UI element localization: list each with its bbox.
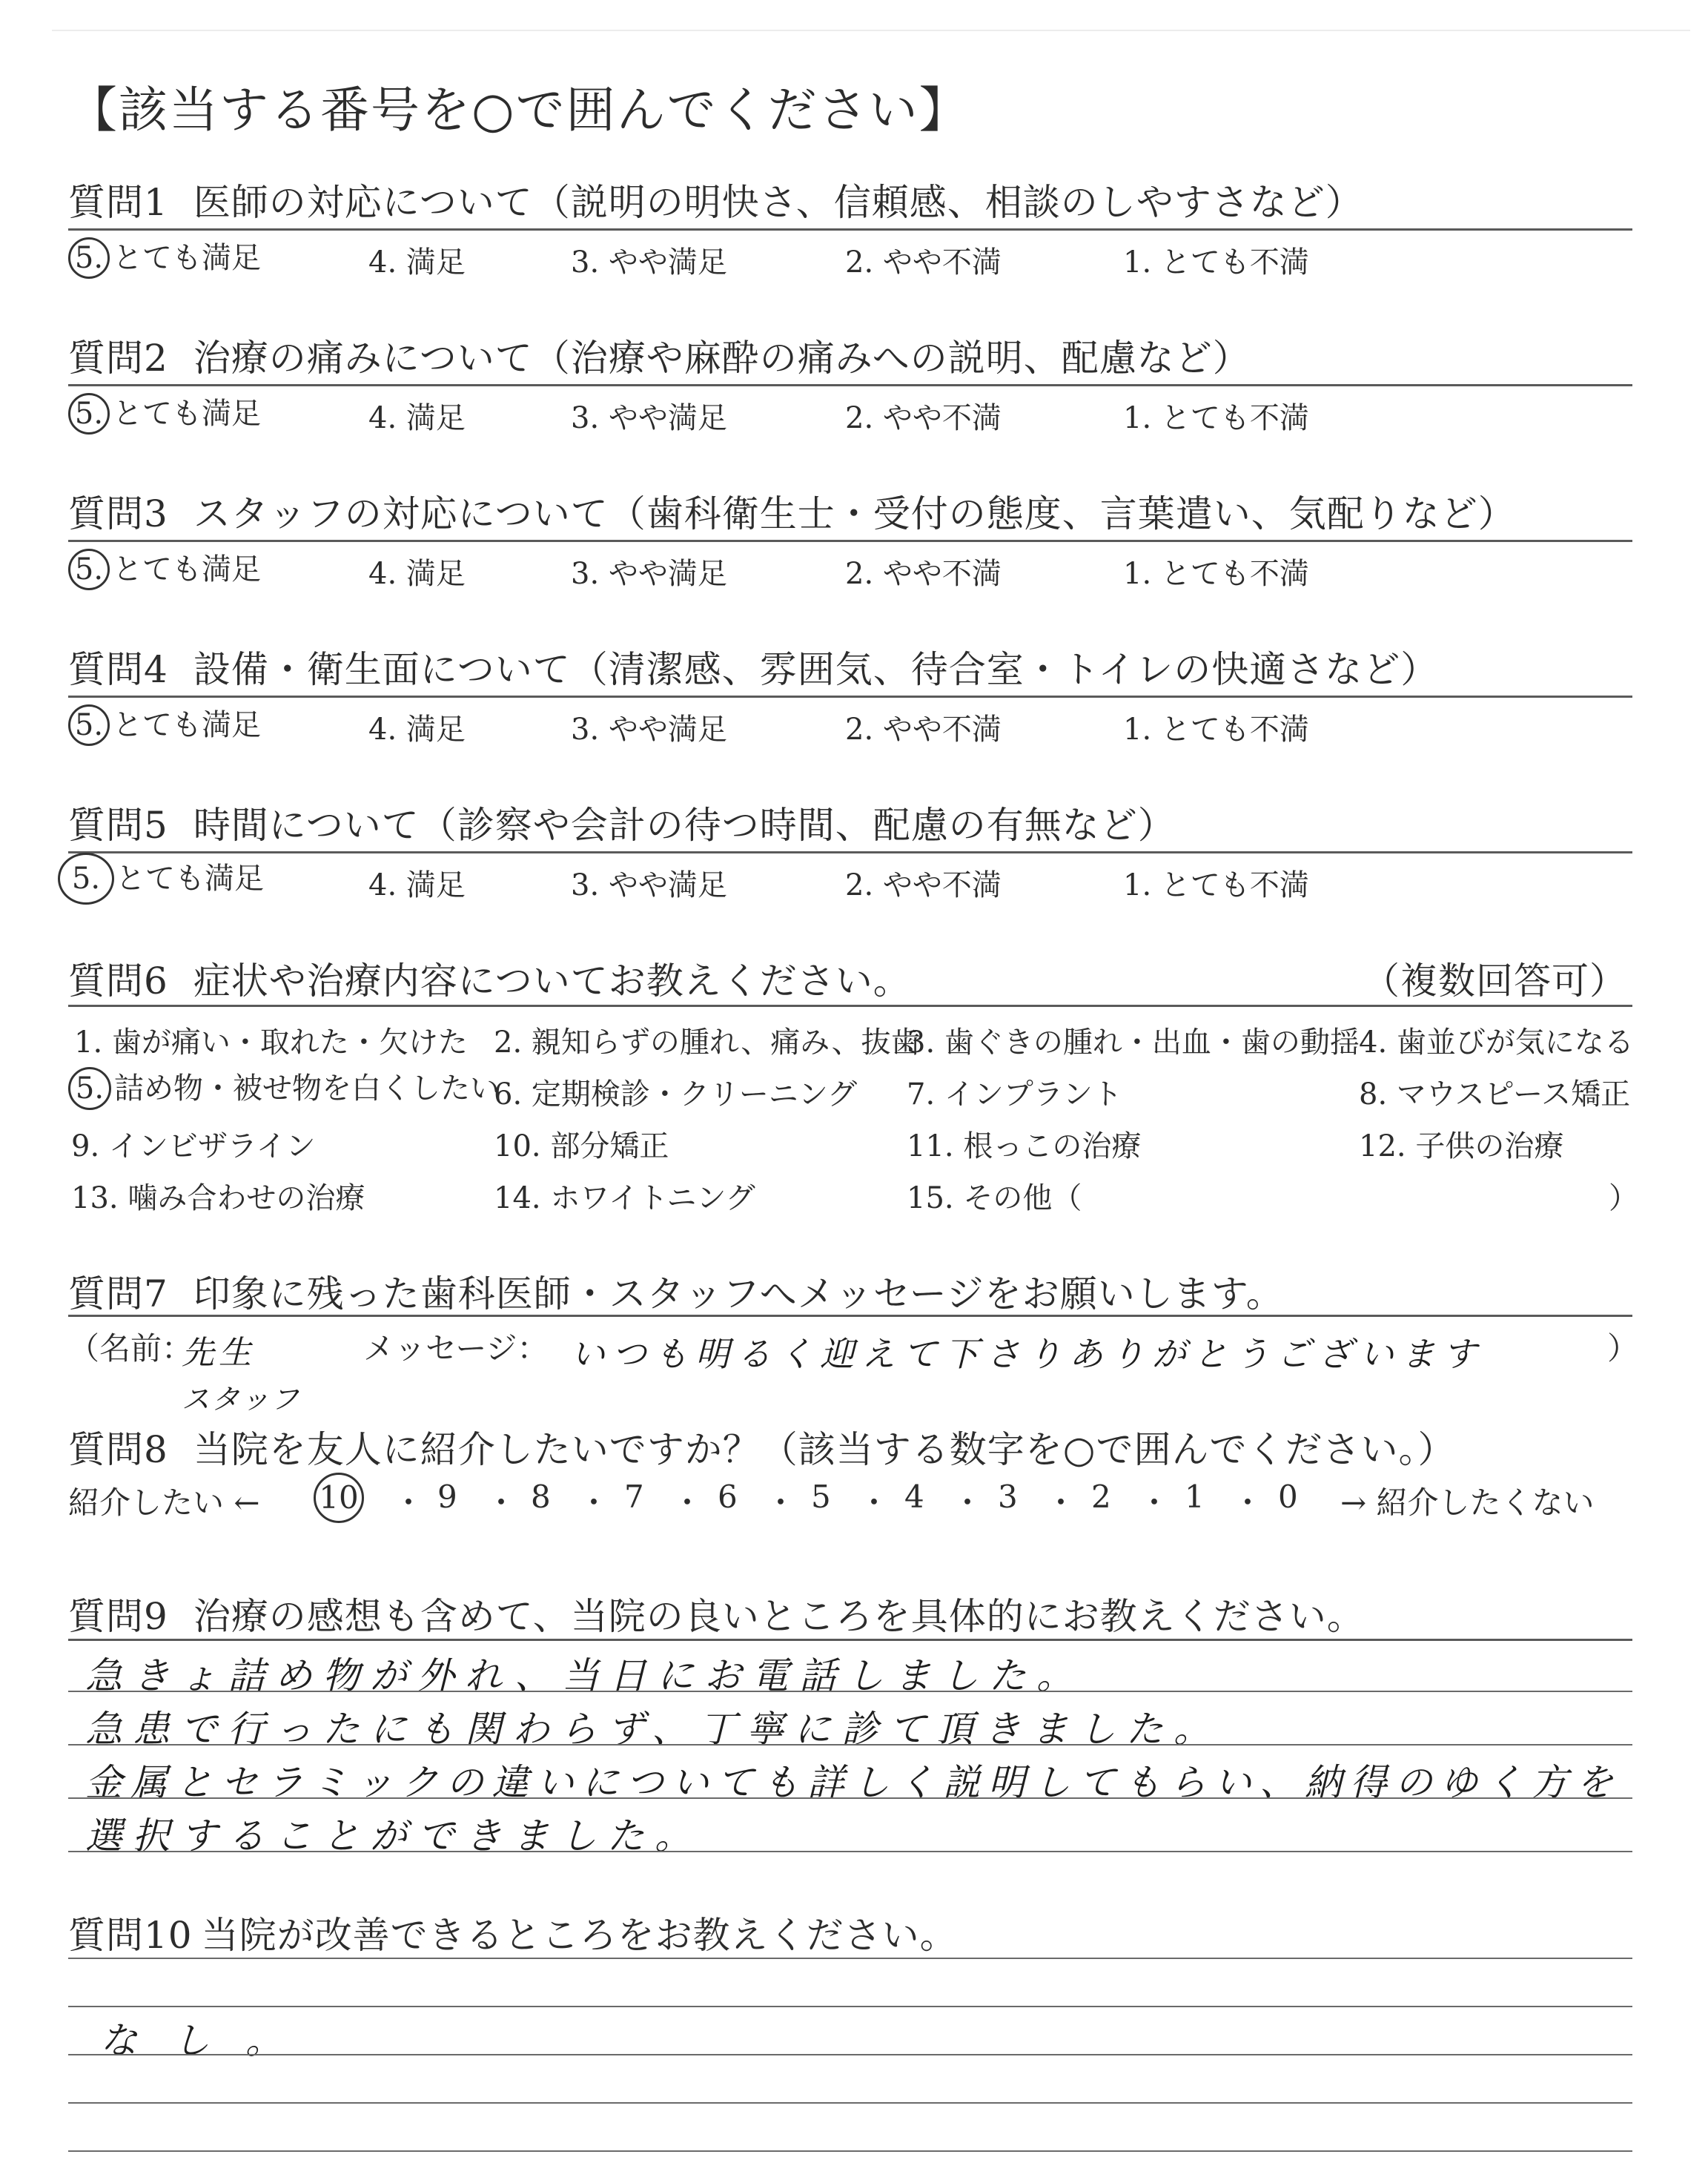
q8-scale-dot: ・ [672, 1484, 704, 1521]
q7-message-text: いつも明るく迎えて下さりありがとうございます [571, 1334, 1484, 1374]
q7-message-close: ） [1607, 1330, 1639, 1367]
q4-option-1[interactable]: 1. とても不満 [1123, 713, 1309, 747]
q8-scale-dot: ・ [486, 1484, 517, 1521]
q8-scale-8[interactable]: 8 [531, 1479, 551, 1515]
question-10-heading [68, 1906, 958, 1959]
q7-name-sensei: 先生 [182, 1334, 256, 1372]
question-9-rule [68, 1639, 1632, 1641]
q8-scale-10[interactable] [314, 1473, 364, 1523]
q2-option-2[interactable]: 2. やや不満 [845, 401, 1002, 435]
question-3-rule [68, 540, 1632, 542]
q6-item-15-close: ） [1609, 1181, 1638, 1215]
q6-item-2[interactable]: 2. 親知らずの腫れ、痛み、抜歯 [494, 1025, 921, 1060]
q4-option-5[interactable]: 5. とても満足 [68, 701, 261, 746]
q6-item-9[interactable]: 9. インビザライン [71, 1129, 316, 1163]
question-9-text: 治療の感想も含めて、当院の良いところを具体的にお教えください。 [193, 1595, 1365, 1638]
q5-option-4[interactable]: 4. 満足 [368, 868, 466, 902]
q6-item-11[interactable]: 11. 根っこの治療 [907, 1129, 1142, 1163]
q3-option-3[interactable]: 3. やや満足 [571, 557, 727, 591]
q7-name-label: （名前： [68, 1330, 193, 1367]
question-4-label: 質問4 [68, 648, 168, 691]
question-3-heading [68, 484, 1516, 538]
q5-option-2[interactable]: 2. やや不満 [845, 868, 1002, 902]
q6-item-8[interactable]: 8. マウスピース矯正 [1359, 1077, 1631, 1112]
q6-item-7[interactable]: 7. インプラント [907, 1077, 1122, 1112]
question-6-note: （複数回答可） [1363, 960, 1627, 1003]
q8-scale-5[interactable]: 5 [811, 1479, 831, 1515]
q7-message-label: メッセージ： [363, 1330, 549, 1367]
q1-option-5-circle: 5. [68, 237, 110, 279]
question-1-heading [68, 173, 1363, 226]
q4-option-4[interactable]: 4. 満足 [368, 713, 466, 747]
question-7-text: 印象に残った歯科医師・スタッフへメッセージをお願いします。 [193, 1272, 1284, 1315]
question-5-text: 時間について（診察や会計の待つ時間、配慮の有無など） [193, 804, 1176, 847]
q8-scale-dot: ・ [1139, 1484, 1171, 1521]
q3-option-4[interactable]: 4. 満足 [368, 557, 466, 591]
question-10-text: 当院が改善できるところをお教えください。 [201, 1914, 958, 1957]
question-9-heading [68, 1587, 1365, 1640]
q10-answer: なし。 [100, 2019, 318, 2062]
q3-option-1[interactable]: 1. とても不満 [1123, 557, 1309, 591]
q9-answer-line-1: 急きょ詰め物が外れ、当日にお電話しました。 [85, 1654, 1084, 1697]
question-8-heading [68, 1420, 1455, 1473]
q6-item-1[interactable]: 1. 歯が痛い・取れた・欠けた [74, 1025, 468, 1060]
question-2-heading [68, 328, 1251, 382]
q9-answer-line-4: 選択することができました。 [85, 1814, 702, 1857]
q6-item-6[interactable]: 6. 定期検診・クリーニング [494, 1077, 858, 1112]
question-9-label: 質問9 [68, 1595, 168, 1638]
q2-option-5[interactable]: 5. とても満足 [68, 390, 261, 435]
q8-scale-dot: ・ [1045, 1484, 1077, 1521]
question-6-label: 質問6 [68, 960, 168, 1003]
q6-item-4[interactable]: 4. 歯並びが気になる [1359, 1025, 1634, 1060]
q5-option-5-circle: 5. [58, 853, 114, 905]
q10-line-1 [68, 1958, 1632, 1959]
q8-scale-2[interactable]: 2 [1091, 1479, 1111, 1515]
q6-item-12[interactable]: 12. 子供の治療 [1359, 1129, 1564, 1163]
q8-scale-dot: ・ [578, 1484, 610, 1521]
top-border [52, 30, 1690, 31]
q4-option-5-circle: 5. [68, 704, 110, 746]
question-4-text: 設備・衛生面について（清潔感、雰囲気、待合室・トイレの快適さなど） [193, 648, 1439, 691]
q6-item-13[interactable]: 13. 噛み合わせの治療 [71, 1181, 365, 1215]
question-1-text: 医師の対応について（説明の明快さ、信頼感、相談のしやすさなど） [193, 181, 1363, 224]
q10-line-4 [68, 2102, 1632, 2104]
question-7-heading [68, 1264, 1284, 1318]
q8-scale-dot: ・ [393, 1484, 425, 1521]
q2-option-3[interactable]: 3. やや満足 [571, 401, 727, 435]
q1-option-5[interactable]: 5. とても満足 [68, 234, 261, 279]
q9-line-4 [68, 1851, 1632, 1852]
question-5-heading [68, 796, 1176, 849]
q3-option-5[interactable]: 5. とても満足 [68, 546, 261, 590]
question-3-label: 質問3 [68, 492, 168, 535]
q9-answer-line-2: 急患で行ったにも関わらず、丁寧に診て頂きました。 [85, 1708, 1221, 1751]
question-4-heading [68, 640, 1438, 693]
question-8-text: 当院を友人に紹介したいですか？（該当する数字を○で囲んでください。） [193, 1428, 1456, 1471]
q6-item-10[interactable]: 10. 部分矯正 [494, 1129, 669, 1163]
question-3-text: スタッフの対応について（歯科衛生士・受付の態度、言葉遣い、気配りなど） [193, 492, 1516, 535]
question-6-rule [68, 1005, 1632, 1007]
q8-scale-dot: ・ [952, 1484, 984, 1521]
q8-scale-6[interactable]: 6 [718, 1479, 738, 1515]
question-8-label: 質問8 [68, 1428, 168, 1471]
q2-option-5-circle: 5. [68, 393, 110, 435]
q6-item-14[interactable]: 14. ホワイトニング [494, 1181, 755, 1215]
q8-scale-7[interactable]: 7 [624, 1479, 644, 1515]
question-1-label: 質問1 [68, 181, 168, 224]
q8-scale-9[interactable]: 9 [437, 1479, 457, 1515]
q2-option-1[interactable]: 1. とても不満 [1123, 401, 1309, 435]
q8-scale-dot: ・ [1232, 1484, 1264, 1521]
q10-line-5 [68, 2150, 1632, 2152]
q8-left-label: 紹介したい ← [68, 1484, 260, 1521]
q3-option-2[interactable]: 2. やや不満 [845, 557, 1002, 591]
q6-item-3[interactable]: 3. 歯ぐきの腫れ・出血・歯の動揺 [907, 1025, 1360, 1060]
q1-option-2[interactable]: 2. やや不満 [845, 245, 1002, 280]
q10-line-2 [68, 2006, 1632, 2007]
question-7-label: 質問7 [68, 1272, 168, 1315]
q8-scale-1[interactable]: 1 [1185, 1479, 1205, 1515]
q5-option-1[interactable]: 1. とても不満 [1123, 868, 1309, 902]
question-2-rule [68, 384, 1632, 386]
q9-answer-line-3: 金属とセラミックの違いについても詳しく説明してもらい、納得のゆく方を [85, 1761, 1621, 1804]
form-title: 【該当する番号を○で囲んでください】 [68, 82, 970, 139]
question-5-label: 質問5 [68, 804, 168, 847]
question-1-rule [68, 228, 1632, 231]
q4-option-3[interactable]: 3. やや満足 [571, 713, 727, 747]
q8-scale-10-circle: 10 [314, 1473, 364, 1523]
question-2-text: 治療の痛みについて（治療や麻酔の痛みへの説明、配慮など） [193, 337, 1251, 380]
q9-line-2 [68, 1744, 1632, 1745]
q10-line-3 [68, 2054, 1632, 2055]
q8-scale-dot: ・ [858, 1484, 890, 1521]
q3-option-5-circle: 5. [68, 549, 110, 590]
question-5-rule [68, 851, 1632, 853]
q8-scale-3[interactable]: 3 [998, 1479, 1018, 1515]
question-4-rule [68, 696, 1632, 698]
q9-line-3 [68, 1797, 1632, 1799]
q8-scale-4[interactable]: 4 [904, 1479, 924, 1515]
q1-option-4[interactable]: 4. 満足 [368, 245, 466, 280]
q1-option-1[interactable]: 1. とても不満 [1123, 245, 1309, 280]
question-6-heading [68, 951, 911, 1005]
q9-line-1 [68, 1691, 1632, 1692]
q8-right-label: → 紹介したくない [1340, 1484, 1595, 1521]
question-6-text: 症状や治療内容についてお教えください。 [193, 960, 911, 1003]
question-2-label: 質問2 [68, 337, 168, 380]
q5-option-3[interactable]: 3. やや満足 [571, 868, 727, 902]
q8-scale-0[interactable]: 0 [1278, 1479, 1298, 1515]
q4-option-2[interactable]: 2. やや不満 [845, 713, 1002, 747]
q1-option-3[interactable]: 3. やや満足 [571, 245, 727, 280]
q5-option-5[interactable]: 5. とても満足 [58, 853, 264, 905]
q6-item-5[interactable]: 5. 詰め物・被せ物を白くしたい [68, 1065, 500, 1110]
q8-scale-dot: ・ [765, 1484, 797, 1521]
q2-option-4[interactable]: 4. 満足 [368, 401, 466, 435]
question-10-label: 質問10 [68, 1914, 193, 1957]
q7-name-staff: スタッフ [182, 1383, 301, 1416]
q6-item-15[interactable]: 15. その他（ [907, 1181, 1082, 1215]
question-7-rule [68, 1315, 1632, 1317]
q6-item-5-circle: 5. [68, 1067, 111, 1110]
